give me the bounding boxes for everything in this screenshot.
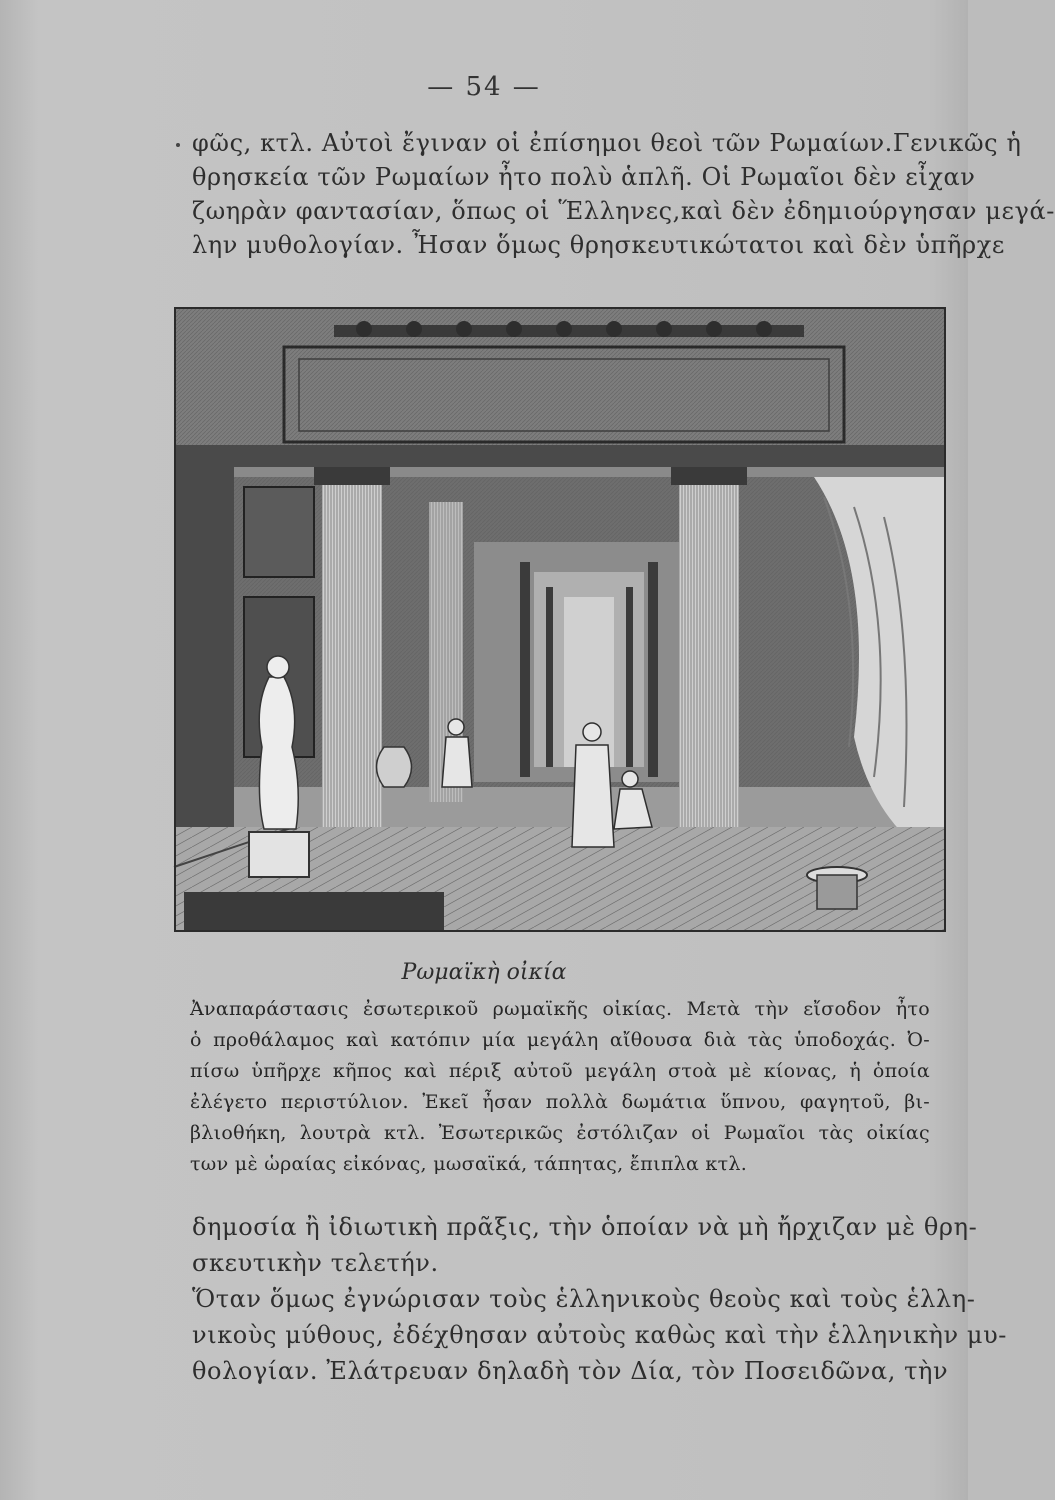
caption-line: ἐλέγετο περιστύλιον. Ἐκεῖ ἦσαν πολλὰ δωμάτια ὕπνου, φαγητοῦ, βι-	[190, 1091, 930, 1113]
text-line: λην μυθολογίαν. Ἦσαν ὅμως θρησκευτικώτατοι καὶ δὲν ὑπῆρχε	[192, 231, 1005, 259]
text-line: θολογίαν. Ἐλάτρευαν δηλαδὴ τὸν Δία, τὸν Ποσειδῶνα, τὴν	[192, 1357, 949, 1385]
caption-line: βλιοθήκη, λουτρὰ κτλ. Ἐσωτερικῶς ἐστόλιζαν οἱ Ρωμαῖοι τὰς οἰκίας	[190, 1122, 930, 1144]
figure-caption	[190, 994, 930, 1180]
text-line: σκευτικὴν τελετήν.	[192, 1249, 439, 1277]
caption-line: Ἀναπαράστασις ἐσωτερικοῦ ρωμαϊκῆς οἰκίας. Μετὰ τὴν εἴσοδον ἦτο	[190, 998, 930, 1020]
text-line: Ὅταν ὅμως ἐγνώρισαν τοὺς ἑλληνικοὺς θεοὺς καὶ τοὺς ἑλλη-	[192, 1285, 976, 1313]
text-line: δημοσία ἢ ἰδιωτικὴ πρᾶξις, τὴν ὁποίαν νὰ μὴ ἤρχιζαν μὲ θρη-	[192, 1213, 978, 1241]
caption-line: των μὲ ὡραίας εἰκόνας, μωσαϊκά, τάπητας, ἔπιπλα κτλ.	[190, 1153, 748, 1175]
text-line: ζωηρὰν φαντασίαν, ὅπως οἱ Ἕλληνες,καὶ δὲν ἐδημιούργησαν μεγά-	[192, 197, 1055, 225]
text-line: θρησκεία τῶν Ρωμαίων ἦτο πολὺ ἁπλῆ. Οἱ Ρωμαῖοι δὲν εἶχαν	[192, 163, 976, 191]
roman-house-engraving	[174, 307, 946, 932]
page-number: — 54 —	[427, 72, 541, 102]
top-paragraph	[192, 126, 1055, 262]
text-line: νικοὺς μύθους, ἐδέχθησαν αὐτοὺς καθὼς καὶ τὴν ἑλληνικὴν μυ-	[192, 1321, 1008, 1349]
bottom-paragraph	[192, 1209, 1008, 1389]
caption-line: ὁ προθάλαμος καὶ κατόπιν μία μεγάλη αἴθουσα διὰ τὰς ὑποδοχάς. Ὀ-	[190, 1029, 930, 1051]
text-line: φῶς, κτλ. Αὐτοὶ ἔγιναν οἱ ἐπίσημοι θεοὶ τῶν Ρωμαίων.Γενικῶς ἡ	[192, 129, 1022, 157]
figure-title: Ρωμαϊκὴ οἰκία	[401, 960, 567, 985]
margin-mark	[176, 143, 180, 147]
caption-line: πίσω ὑπῆρχε κῆπος καὶ πέριξ αὐτοῦ μεγάλη στοὰ μὲ κίονας, ἡ ὁποία	[190, 1060, 930, 1082]
